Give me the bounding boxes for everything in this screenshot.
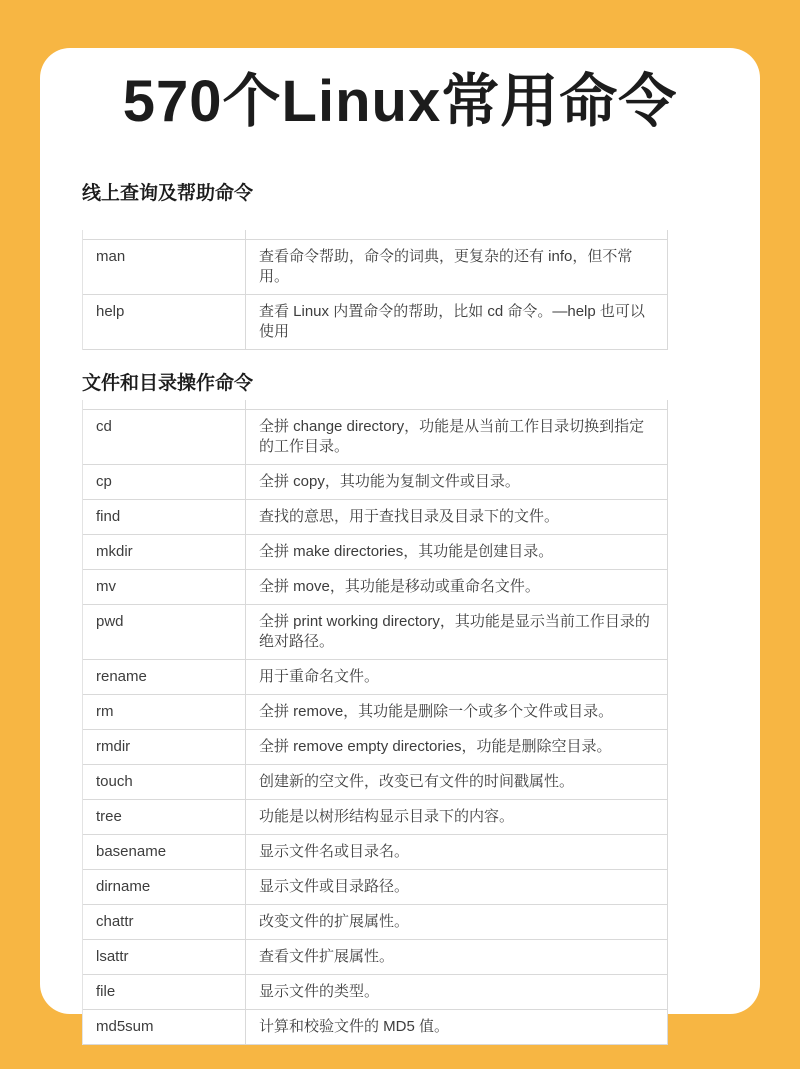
command-cell: help [83, 295, 246, 349]
table-row [83, 295, 667, 350]
table-row [83, 605, 667, 660]
command-cell: rm [83, 695, 246, 729]
command-cell: rmdir [83, 730, 246, 764]
command-table [82, 230, 668, 350]
command-cell: file [83, 975, 246, 1009]
table-row [83, 765, 667, 800]
table-row [83, 1010, 667, 1045]
section-file-directory-ops [40, 373, 760, 1045]
command-cell: tree [83, 800, 246, 834]
description-cell: 改变文件的扩展属性。 [259, 913, 410, 930]
description-cell: 全拼 make directories，其功能是创建目录。 [259, 543, 554, 560]
table-row-partial [83, 230, 667, 240]
description-cell: 全拼 print working directory，其功能是显示当前工作目录的绝对路径。 [259, 613, 650, 650]
table-row [83, 730, 667, 765]
command-cell: lsattr [83, 940, 246, 974]
table-row [83, 570, 667, 605]
description-cell: 用于重命名文件。 [259, 668, 380, 685]
table-row [83, 835, 667, 870]
table-row [83, 465, 667, 500]
sections-container [40, 183, 760, 1045]
description-cell: 全拼 remove empty directories，功能是删除空目录。 [259, 738, 612, 755]
table-row [83, 975, 667, 1010]
command-cell: chattr [83, 905, 246, 939]
table-row [83, 410, 667, 465]
description-cell: 计算和校验文件的 MD5 值。 [259, 1018, 450, 1035]
command-cell: cp [83, 465, 246, 499]
section-heading: 线上查询及帮助命令 [82, 183, 254, 204]
command-cell: mv [83, 570, 246, 604]
table-row [83, 660, 667, 695]
description-cell: 创建新的空文件，改变已有文件的时间戳属性。 [259, 773, 575, 790]
description-cell: 全拼 move，其功能是移动或重命名文件。 [259, 578, 540, 595]
command-cell: touch [83, 765, 246, 799]
content-card [40, 48, 760, 1035]
table-row [83, 535, 667, 570]
description-cell: 查看 Linux 内置命令的帮助，比如 cd 命令。—help 也可以使用 [259, 303, 645, 340]
command-cell: mkdir [83, 535, 246, 569]
table-row [83, 905, 667, 940]
description-cell: 全拼 change directory，功能是从当前工作目录切换到指定的工作目录。 [259, 418, 645, 455]
description-cell: 显示文件的类型。 [259, 983, 380, 1000]
table-row-partial [83, 400, 667, 410]
section-heading: 文件和目录操作命令 [82, 373, 254, 394]
table-row [83, 695, 667, 730]
table-row [83, 240, 667, 295]
description-cell: 全拼 remove，其功能是删除一个或多个文件或目录。 [259, 703, 614, 720]
description-cell: 查看文件扩展属性。 [259, 948, 395, 965]
description-cell: 全拼 copy，其功能为复制文件或目录。 [259, 473, 520, 490]
command-cell: md5sum [83, 1010, 246, 1044]
table-row [83, 500, 667, 535]
table-row [83, 870, 667, 905]
page-title: 570个Linux常用命令 [122, 69, 678, 134]
command-table [82, 400, 668, 1045]
section-online-query-help [40, 183, 760, 350]
description-cell: 功能是以树形结构显示目录下的内容。 [259, 808, 515, 825]
description-cell: 查找的意思，用于查找目录及目录下的文件。 [259, 508, 560, 525]
command-cell: basename [83, 835, 246, 869]
description-cell: 查看命令帮助，命令的词典，更复杂的还有 info，但不常用。 [259, 248, 633, 285]
command-cell: man [83, 240, 246, 294]
command-cell: cd [83, 410, 246, 464]
command-cell: pwd [83, 605, 246, 659]
command-cell: rename [83, 660, 246, 694]
description-cell: 显示文件名或目录名。 [259, 843, 410, 860]
command-cell: dirname [83, 870, 246, 904]
command-cell: find [83, 500, 246, 534]
table-row [83, 940, 667, 975]
table-row [83, 800, 667, 835]
description-cell: 显示文件或目录路径。 [259, 878, 410, 895]
